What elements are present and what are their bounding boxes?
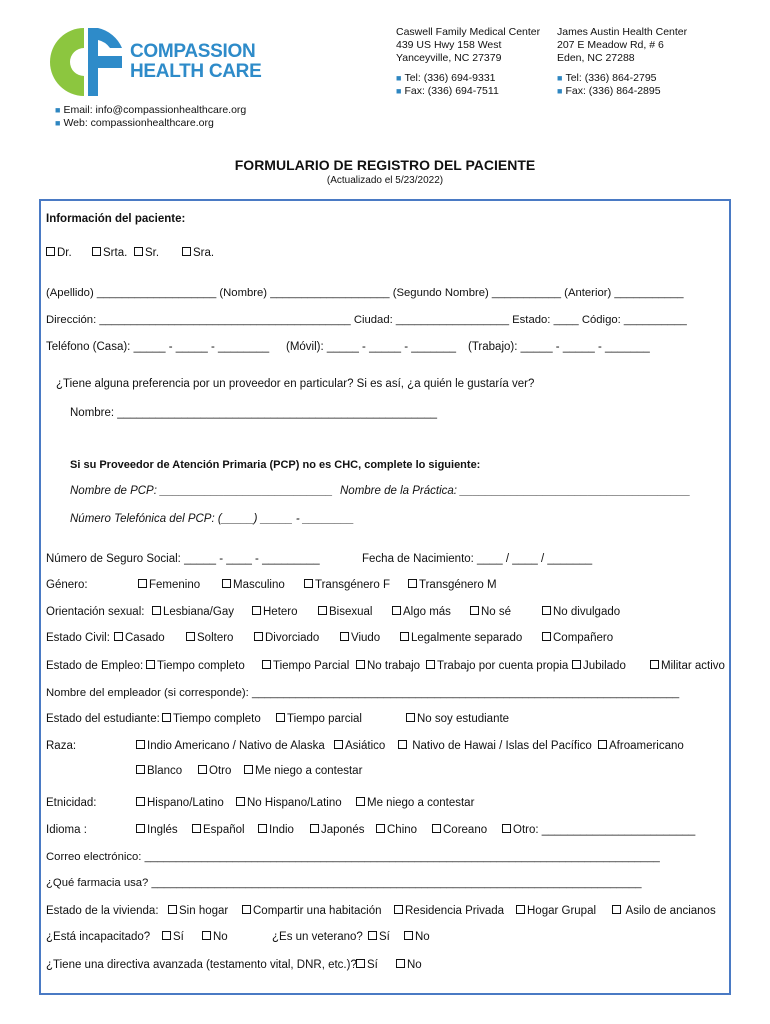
title-dr[interactable]: Dr. [46,247,72,259]
address-line[interactable]: Dirección: ________________________________________ Ciudad: __________________ Estado: ____ Código: __________ [46,314,687,326]
pcp-name[interactable]: Nombre de PCP: ___________________________ [70,485,333,497]
race-opt[interactable]: Indio Americano / Nativo de Alaska [136,740,325,752]
checkbox-icon [408,579,417,588]
phone-mobile[interactable]: (Móvil): _____ - _____ - _______ [286,341,457,353]
language-opt[interactable]: Chino [376,824,417,836]
employment-opt[interactable]: No trabajo [356,660,420,672]
checkbox-icon [276,713,285,722]
ethnicity-opt[interactable]: Hispano/Latino [136,797,224,809]
checkbox-icon [572,660,581,669]
orientation-opt[interactable]: Algo más [392,606,451,618]
gender-opt[interactable]: Transgénero M [408,579,497,591]
center2-addr2: Eden, NC 27288 [557,52,635,64]
checkbox-icon [134,247,143,256]
student-label: Estado del estudiante: [46,713,160,725]
form-subtitle: (Actualizado el 5/23/2022) [326,175,444,186]
logo-line-1: COMPASSION [130,41,256,62]
checkbox-icon [542,632,551,641]
center2-name: James Austin Health Center [557,26,688,38]
checkbox-icon [310,824,319,833]
gender-opt[interactable]: Transgénero F [304,579,390,591]
gender-label: Género: [46,579,88,591]
checkbox-icon [136,797,145,806]
email-line[interactable]: Correo electrónico: __________________________________________________________________________________ [46,851,660,863]
checkbox-icon [186,632,195,641]
pharmacy-line[interactable]: ¿Qué farmacia usa? ______________________________________________________________________________ [46,877,642,889]
checkbox-icon [46,247,55,256]
employment-opt[interactable]: Jubilado [572,660,626,672]
checkbox-icon [136,740,145,749]
language-opt[interactable]: Coreano [432,824,487,836]
checkbox-icon [376,824,385,833]
checkbox-icon [136,765,145,774]
housing-opt[interactable]: Residencia Privada [394,905,504,917]
student-opt[interactable]: Tiempo completo [162,713,261,725]
phone-work[interactable]: (Trabajo): _____ - _____ - _______ [468,341,650,353]
language-opt[interactable]: Japonés [310,824,364,836]
checkbox-icon [516,905,525,914]
logo-mark-icon [50,28,122,96]
student-opt[interactable]: Tiempo parcial [276,713,362,725]
checkbox-icon [404,931,413,940]
checkbox-icon [340,632,349,641]
checkbox-icon [92,247,101,256]
language-opt[interactable]: Inglés [136,824,178,836]
checkbox-icon [244,765,253,774]
race-opt[interactable]: Otro [198,765,231,777]
checkbox-icon [162,713,171,722]
center1-name: Caswell Family Medical Center [396,26,541,38]
title-sra[interactable]: Sra. [182,247,214,259]
disabled-no[interactable]: No [202,931,228,943]
checkbox-icon [502,824,511,833]
checkbox-icon [242,905,251,914]
veteran-yes[interactable]: Sí [368,931,390,943]
section-patient-info: Información del paciente: [46,213,186,225]
logo-line-2: HEALTH CARE [130,61,262,82]
employer-line[interactable]: Nombre del empleador (si corresponde): ____________________________________________________________________ [46,687,680,699]
title-srta[interactable]: Srta. [92,247,127,259]
checkbox-icon [356,660,365,669]
disabled-yes[interactable]: Sí [162,931,184,943]
civil-opt[interactable]: Divorciado [254,632,319,644]
orientation-opt[interactable]: No sé [470,606,511,618]
checkbox-icon [114,632,123,641]
veteran-no[interactable]: No [404,931,430,943]
provider-name[interactable]: Nombre: __________________________________________________ [70,407,438,419]
center2-addr1: 207 E Meadow Rd, # 6 [557,39,664,51]
checkbox-icon [612,905,621,914]
orientation-opt[interactable]: Lesbiana/Gay [152,606,234,618]
language-opt[interactable]: Español [192,824,245,836]
checkbox-icon [162,931,171,940]
veteran-label: ¿Es un veterano? [272,931,363,943]
checkbox-icon [168,905,177,914]
provider-question: ¿Tiene alguna preferencia por un proveedor en particular? Si es así, ¿a quién le gustaría ver? [56,378,535,390]
checkbox-icon [182,247,191,256]
pcp-heading: Si su Proveedor de Atención Primaria (PCP) no es CHC, complete lo siguiente: [70,459,481,471]
ssn-line[interactable]: Número de Seguro Social: _____ - ____ - _________ [46,553,320,565]
checkbox-icon [318,606,327,615]
center1-fax: ■ Fax: (336) 694-7511 [396,85,499,97]
checkbox-icon [198,765,207,774]
checkbox-icon [136,824,145,833]
checkbox-icon [192,824,201,833]
disabled-label: ¿Está incapacitado? [46,931,151,943]
checkbox-icon [400,632,409,641]
checkbox-icon [334,740,343,749]
center1-tel: ■ Tel: (336) 694-9331 [396,72,496,84]
employment-opt[interactable]: Trabajo por cuenta propia [426,660,568,672]
language-opt[interactable]: Indio [258,824,294,836]
center2-tel: ■ Tel: (336) 864-2795 [557,72,657,84]
center1-addr1: 439 US Hwy 158 West [396,39,502,51]
contact-web: ■ Web: compassionhealthcare.org [55,117,214,129]
orientation-opt[interactable]: Bisexual [318,606,372,618]
checkbox-icon [202,931,211,940]
language-opt[interactable]: Otro: ________________________ [502,824,695,836]
checkbox-icon [368,931,377,940]
housing-opt[interactable]: Hogar Grupal [516,905,596,917]
employment-opt[interactable]: Tiempo completo [146,660,245,672]
pcp-practice[interactable]: Nombre de la Práctica: ____________________________________ [340,485,691,497]
checkbox-icon [138,579,147,588]
ethnicity-label: Etnicidad: [46,797,97,809]
logo [50,28,262,96]
ethnicity-opt[interactable]: Me niego a contestar [356,797,474,809]
checkbox-icon [426,660,435,669]
phone-home[interactable]: Teléfono (Casa): _____ - _____ - ________ [46,341,270,353]
civil-opt[interactable]: Compañero [542,632,613,644]
student-opt[interactable]: No soy estudiante [406,713,509,725]
directive-label: ¿Tiene una directiva avanzada (testamento vital, DNR, etc.)? [46,959,357,971]
civil-label: Estado Civil: [46,632,110,644]
checkbox-icon [356,959,365,968]
housing-opt[interactable]: Asilo de ancianos [612,905,716,917]
employment-label: Estado de Empleo: [46,660,144,672]
pcp-phone[interactable]: Número Telefónica del PCP: (_____) _____ - ________ [70,513,355,525]
checkbox-icon [598,740,607,749]
gender-opt[interactable]: Masculino [222,579,285,591]
race-label: Raza: [46,740,77,752]
center1-addr2: Yanceyville, NC 27379 [396,52,502,64]
checkbox-icon [236,797,245,806]
checkbox-icon [258,824,267,833]
housing-opt[interactable]: Compartir una habitación [242,905,382,917]
race-opt[interactable]: Afroamericano [598,740,684,752]
checkbox-icon [152,606,161,615]
directive-yes[interactable]: Sí [356,959,378,971]
checkbox-icon [262,660,271,669]
directive-no[interactable]: No [396,959,422,971]
race-opt[interactable]: Asiático [334,740,385,752]
civil-opt[interactable]: Soltero [186,632,233,644]
orientation-label: Orientación sexual: [46,606,145,618]
checkbox-icon [222,579,231,588]
dob-line[interactable]: Fecha de Nacimiento: ____ / ____ / _______ [362,553,593,565]
contact-email: ■ Email: info@compassionhealthcare.org [55,104,247,116]
language-label: Idioma : [46,824,87,836]
ethnicity-opt[interactable]: No Hispano/Latino [236,797,342,809]
checkbox-icon [356,797,365,806]
race-opt[interactable]: Blanco [136,765,182,777]
gender-opt[interactable]: Femenino [138,579,200,591]
employment-opt[interactable]: Tiempo Parcial [262,660,349,672]
checkbox-icon [304,579,313,588]
civil-opt[interactable]: Casado [114,632,165,644]
housing-label: Estado de la vivienda: [46,905,159,917]
orientation-opt[interactable]: No divulgado [542,606,620,618]
housing-opt[interactable]: Sin hogar [168,905,228,917]
checkbox-icon [396,959,405,968]
civil-opt[interactable]: Viudo [340,632,380,644]
race-opt[interactable]: Me niego a contestar [244,765,362,777]
checkbox-icon [146,660,155,669]
center2-fax: ■ Fax: (336) 864-2895 [557,85,661,97]
checkbox-icon [394,905,403,914]
title-sr[interactable]: Sr. [134,247,159,259]
form-title: FORMULARIO DE REGISTRO DEL PACIENTE [234,157,536,173]
checkbox-icon [392,606,401,615]
checkbox-icon [470,606,479,615]
name-line[interactable]: (Apellido) ___________________ (Nombre) ___________________ (Segundo Nombre) ___________ (Anterior) ___________ [46,287,684,299]
checkbox-icon [406,713,415,722]
civil-opt[interactable]: Legalmente separado [400,632,522,644]
race-opt[interactable]: Nativo de Hawai / Islas del Pacífico [398,740,592,752]
checkbox-icon [398,740,407,749]
orientation-opt[interactable]: Hetero [252,606,298,618]
employment-opt[interactable]: Militar activo [650,660,725,672]
checkbox-icon [650,660,659,669]
checkbox-icon [542,606,551,615]
checkbox-icon [252,606,261,615]
checkbox-icon [432,824,441,833]
checkbox-icon [254,632,263,641]
